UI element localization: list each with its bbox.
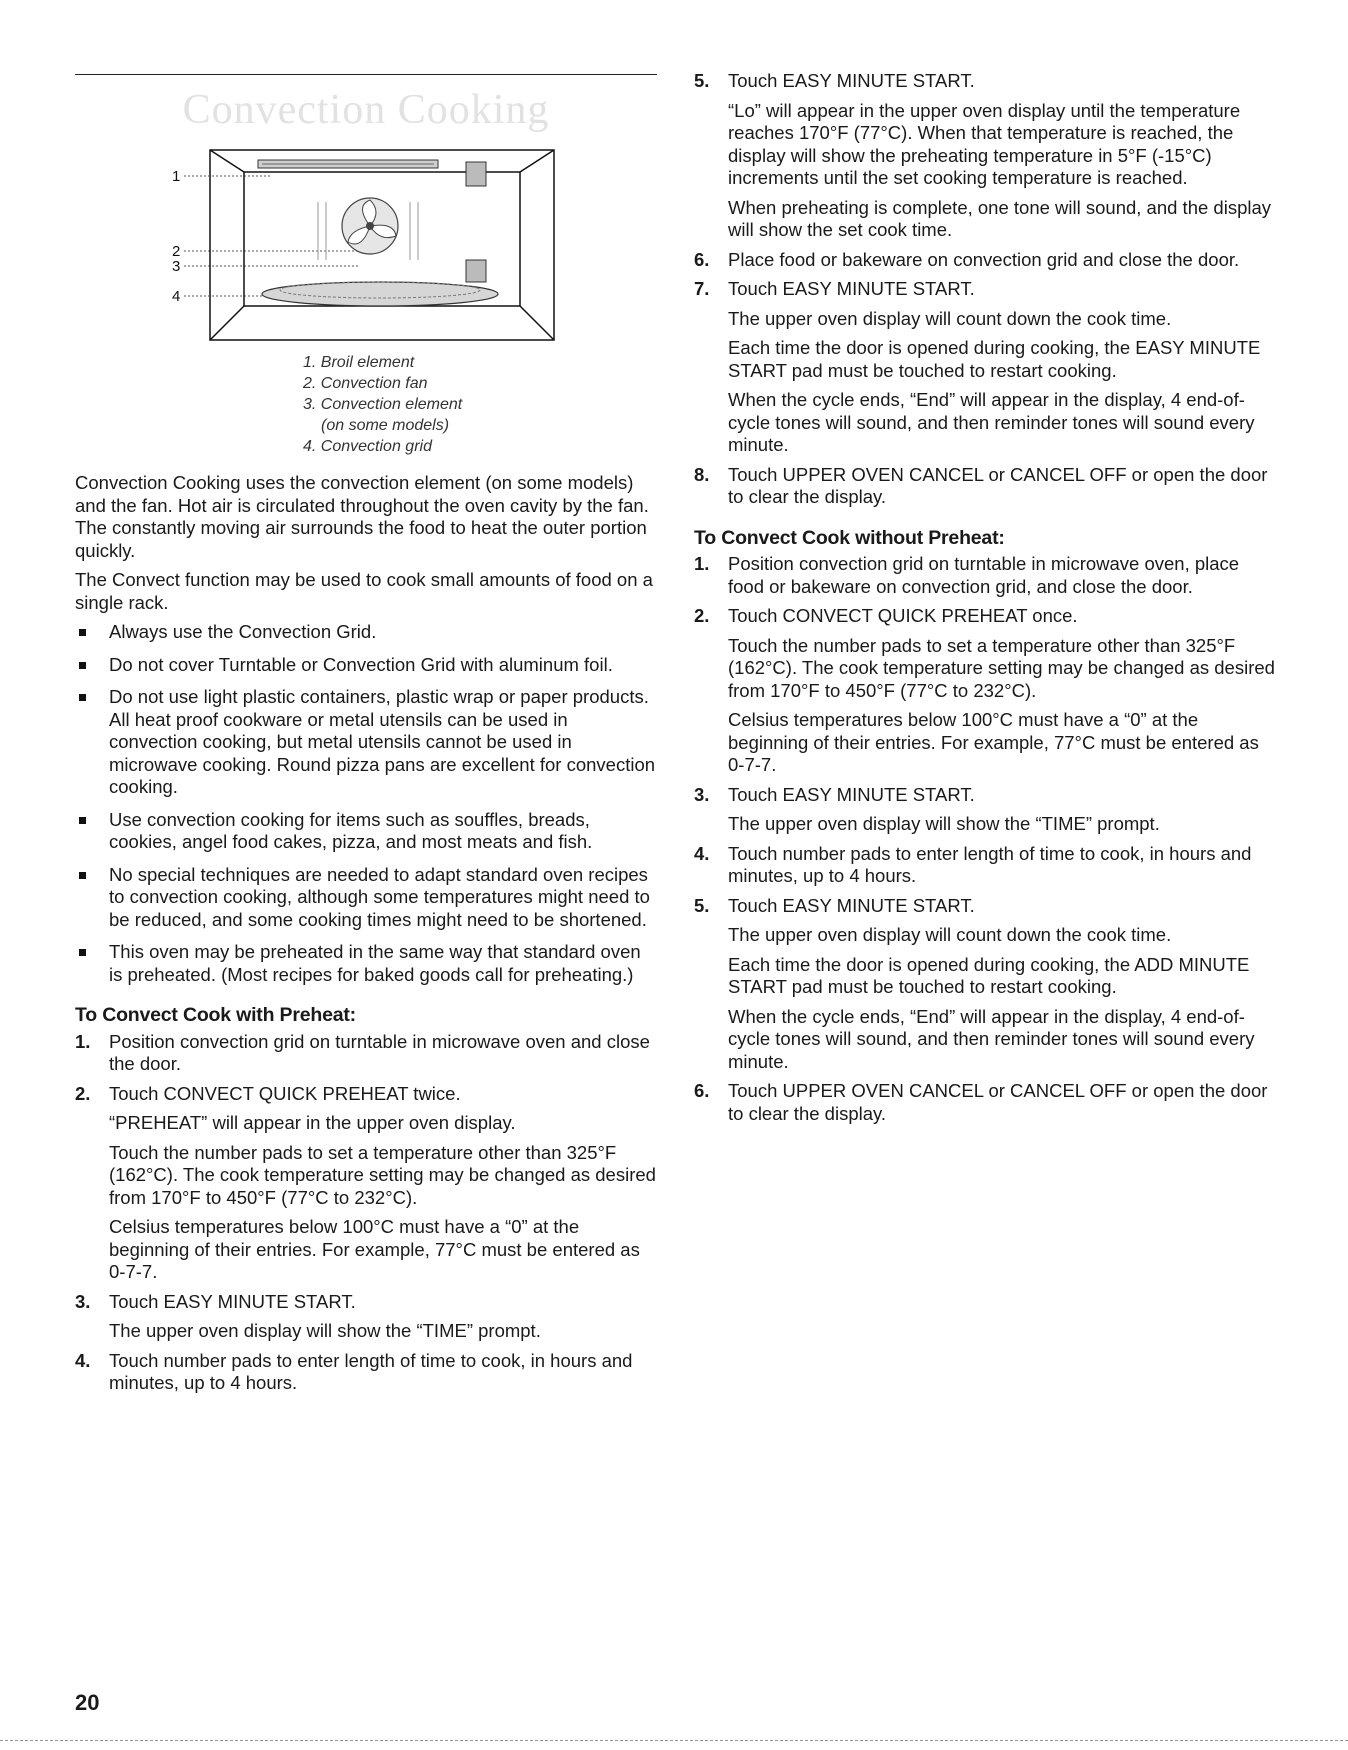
bullet-item: This oven may be preheated in the same way that standard oven is preheated. (Most recipes for baked goods call for preheating.): [75, 941, 657, 986]
step-item: 3. Touch EASY MINUTE START.: [75, 1290, 356, 1312]
step-item: 6. Touch UPPER OVEN CANCEL or CANCEL OFF or open the door to clear the display.: [694, 1080, 1268, 1124]
section-heading-preheat: To Convect Cook with Preheat:: [75, 1004, 356, 1026]
legend-subtext: (on some models): [321, 417, 450, 434]
broil-element: [258, 160, 438, 168]
step-note: Celsius temperatures below 100°C must have a “0” at the beginning of their entries. For example, 77°C must be entered as 0-7-7.: [728, 709, 1259, 775]
bullet-item: Use convection cooking for items such as souffles, breads, cookies, angel food cakes, pizza, and most meats and fish.: [75, 809, 657, 854]
step-item: 5. Touch EASY MINUTE START.: [694, 70, 975, 91]
step-item: 7. Touch EASY MINUTE START.: [694, 278, 975, 299]
left-column: [75, 472, 657, 1402]
vent-top: [466, 162, 486, 186]
step-note: The upper oven display will count down the cook time.: [728, 307, 1172, 329]
step-item: 5. Touch EASY MINUTE START.: [694, 894, 975, 916]
step-note: “PREHEAT” will appear in the upper oven display.: [109, 1112, 516, 1133]
step-note: When preheating is complete, one tone will sound, and the display will show the set cook time.: [728, 196, 1272, 240]
legend-item: 2. Convection fan: [303, 375, 428, 392]
bullet-item: No special techniques are needed to adapt standard oven recipes to convection cooking, although some temperatures might need to be reduced, and some cooking times might need to be shortened.: [75, 864, 657, 932]
bullet-item: Always use the Convection Grid.: [75, 621, 657, 644]
convection-fan: [342, 198, 398, 254]
intro-paragraph: Convection Cooking uses the convection element (on some models) and the fan. Hot air is circulated throughout the oven cavity by the fan. The constantly moving air surrounds the food to heat the outer portion quickly.: [75, 472, 649, 561]
step-item: 1. Position convection grid on turntable in microwave oven and close the door.: [75, 1030, 650, 1074]
callout-1: 1: [172, 168, 181, 185]
oven-diagram: [150, 142, 570, 342]
right-column: [694, 70, 1276, 1132]
step-item: 2. Touch CONVECT QUICK PREHEAT once.: [694, 605, 1078, 626]
step-note: The upper oven display will show the “TIME” prompt.: [728, 813, 1160, 834]
callout-3: 3: [172, 258, 181, 275]
bottom-rule: [0, 1740, 1348, 1741]
step-note: Each time the door is opened during cooking, the EASY MINUTE START pad must be touched to restart cooking.: [728, 337, 1261, 381]
step-note: Touch the number pads to set a temperature other than 325°F (162°C). The cook temperature setting may be changed as desired from 170°F to 450°F (77°C to 232°C).: [728, 634, 1275, 701]
bullet-item: Do not cover Turntable or Convection Grid with aluminum foil.: [75, 654, 657, 677]
diagram-legend: [303, 352, 603, 457]
step-note: Touch the number pads to set a temperature other than 325°F (162°C). The cook temperature setting may be changed as desired from 170°F to 450°F (77°C to 232°C).: [109, 1141, 656, 1208]
vent-bottom: [466, 260, 486, 282]
legend-item: 4. Convection grid: [303, 438, 432, 455]
legend-item: 3. Convection element: [303, 396, 463, 413]
step-note: The upper oven display will count down the cook time.: [728, 924, 1172, 945]
step-item: 4. Touch number pads to enter length of time to cook, in hours and minutes, up to 4 hours.: [75, 1349, 633, 1393]
step-item: 3. Touch EASY MINUTE START.: [694, 783, 975, 805]
page-number: 20: [75, 1690, 100, 1715]
step-item: 4. Touch number pads to enter length of time to cook, in hours and minutes, up to 4 hours.: [694, 842, 1252, 886]
callout-4: 4: [172, 288, 181, 305]
callout-2: 2: [172, 243, 181, 260]
page-title: Convection Cooking: [182, 87, 550, 133]
convection-grid: [262, 282, 498, 306]
section-heading-no-preheat: To Convect Cook without Preheat:: [694, 526, 1005, 549]
intro-paragraph: The Convect function may be used to cook small amounts of food on a single rack.: [75, 569, 653, 613]
step-note: Celsius temperatures below 100°C must have a “0” at the beginning of their entries. For example, 77°C must be entered as 0-7-7.: [109, 1216, 640, 1282]
step-item: 2. Touch CONVECT QUICK PREHEAT twice.: [75, 1082, 461, 1104]
bullet-item: Do not use light plastic containers, plastic wrap or paper products. All heat proof cookware or metal utensils can be used in convection cooking, but metal utensils cannot be used in microwave cooking. Round pizza pans are excellent for convection cooking.: [75, 686, 657, 799]
step-note: When the cycle ends, “End” will appear in the display, 4 end-of-cycle tones will sound, and then reminder tones will sound every minute.: [728, 1005, 1255, 1072]
legend-item: 1. Broil element: [303, 354, 415, 371]
step-item: 8. Touch UPPER OVEN CANCEL or CANCEL OFF or open the door to clear the display.: [694, 463, 1268, 507]
step-note: Each time the door is opened during cooking, the ADD MINUTE START pad must be touched to restart cooking.: [728, 953, 1250, 997]
leader-lines: [184, 176, 370, 296]
step-note: “Lo” will appear in the upper oven display until the temperature reaches 170°F (77°C). When that temperature is reached, the display will show the preheating temperature in 5°F (-15°C) increments until the set cooking temperature is reached.: [728, 99, 1241, 188]
top-rule: [75, 74, 657, 75]
step-item: 6. Place food or bakeware on convection grid and close the door.: [694, 248, 1240, 270]
step-item: 1. Position convection grid on turntable in microwave oven, place food or bakeware on convection grid, and close the door.: [694, 553, 1240, 597]
step-note: When the cycle ends, “End” will appear in the display, 4 end-of-cycle tones will sound, and then reminder tones will sound every minute.: [728, 389, 1255, 455]
step-note: The upper oven display will show the “TIME” prompt.: [109, 1320, 541, 1341]
